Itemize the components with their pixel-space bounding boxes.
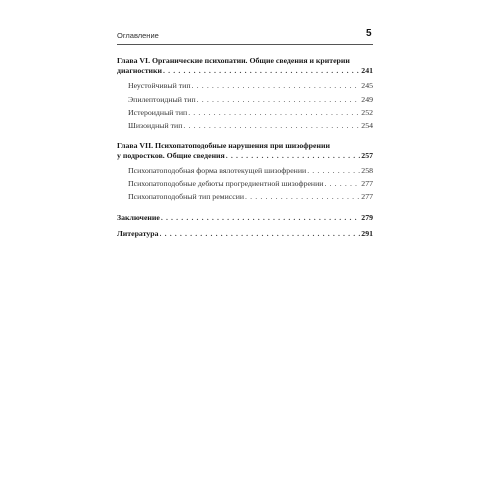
chapter-6-title-line1: Глава VI. Органические психопатии. Общие сведения и критерии xyxy=(117,56,350,65)
leader-dots xyxy=(307,166,360,175)
toc-item-label: Психопатоподобная форма вялотекущей шизофрении xyxy=(128,166,307,175)
leader-dots xyxy=(188,108,360,117)
chapter-6-entry xyxy=(117,55,373,75)
chapter-6-title-line2-row xyxy=(117,66,373,75)
toc-item-page: 249 xyxy=(361,95,373,104)
toc-item-page: 245 xyxy=(361,81,373,90)
chapter-6-item-4 xyxy=(117,121,373,130)
chapter-7-item-3 xyxy=(117,192,373,201)
leader-dots xyxy=(161,213,360,222)
toc-item-page: 258 xyxy=(361,166,373,175)
chapter-6-item-1 xyxy=(117,81,373,90)
leader-dots xyxy=(163,66,360,75)
toc-item-page: 252 xyxy=(361,108,373,117)
page-number: 5 xyxy=(366,28,372,39)
chapter-6-item-2 xyxy=(117,95,373,104)
toc-item-page: 254 xyxy=(361,121,373,130)
conclusion-entry xyxy=(117,213,373,222)
leader-dots xyxy=(226,151,361,160)
toc-item-label: Шизоидный тип xyxy=(128,121,183,130)
chapter-6-title-line2: диагностики xyxy=(117,66,163,75)
literature-page: 291 xyxy=(361,229,373,238)
leader-dots xyxy=(324,179,360,188)
toc-item-label: Психопатоподобный тип ремиссии xyxy=(128,192,245,201)
conclusion-page: 279 xyxy=(361,213,373,222)
chapter-7-item-2 xyxy=(117,179,373,188)
header-rule xyxy=(117,44,373,45)
chapter-6-item-3 xyxy=(117,108,373,117)
leader-dots xyxy=(160,229,361,238)
toc-item-page: 277 xyxy=(361,192,373,201)
leader-dots xyxy=(245,192,360,201)
literature-label: Литература xyxy=(117,229,159,238)
conclusion-label: Заключение xyxy=(117,213,160,222)
chapter-6-page: 241 xyxy=(361,66,373,75)
chapter-7-title-line2: у подростков. Общие сведения xyxy=(117,151,225,160)
toc-item-page: 277 xyxy=(361,179,373,188)
toc-item-label: Истероидный тип xyxy=(128,108,188,117)
chapter-7-title-line1: Глава VII. Психопатоподобные нарушения при шизофрении xyxy=(117,141,330,150)
chapter-7-item-1 xyxy=(117,166,373,175)
chapter-7-entry xyxy=(117,140,373,160)
leader-dots xyxy=(197,95,361,104)
literature-entry xyxy=(117,229,373,238)
toc-item-label: Психопатоподобные дебюты прогредиентной шизофрении xyxy=(128,179,324,188)
toc-item-label: Неустойчивый тип xyxy=(128,81,191,90)
toc-item-label: Эпилептоидный тип xyxy=(128,95,196,104)
leader-dots xyxy=(192,81,361,90)
running-header-title: Оглавление xyxy=(117,31,159,40)
leader-dots xyxy=(183,121,360,130)
chapter-7-page: 257 xyxy=(361,151,373,160)
chapter-7-title-line2-row xyxy=(117,151,373,160)
